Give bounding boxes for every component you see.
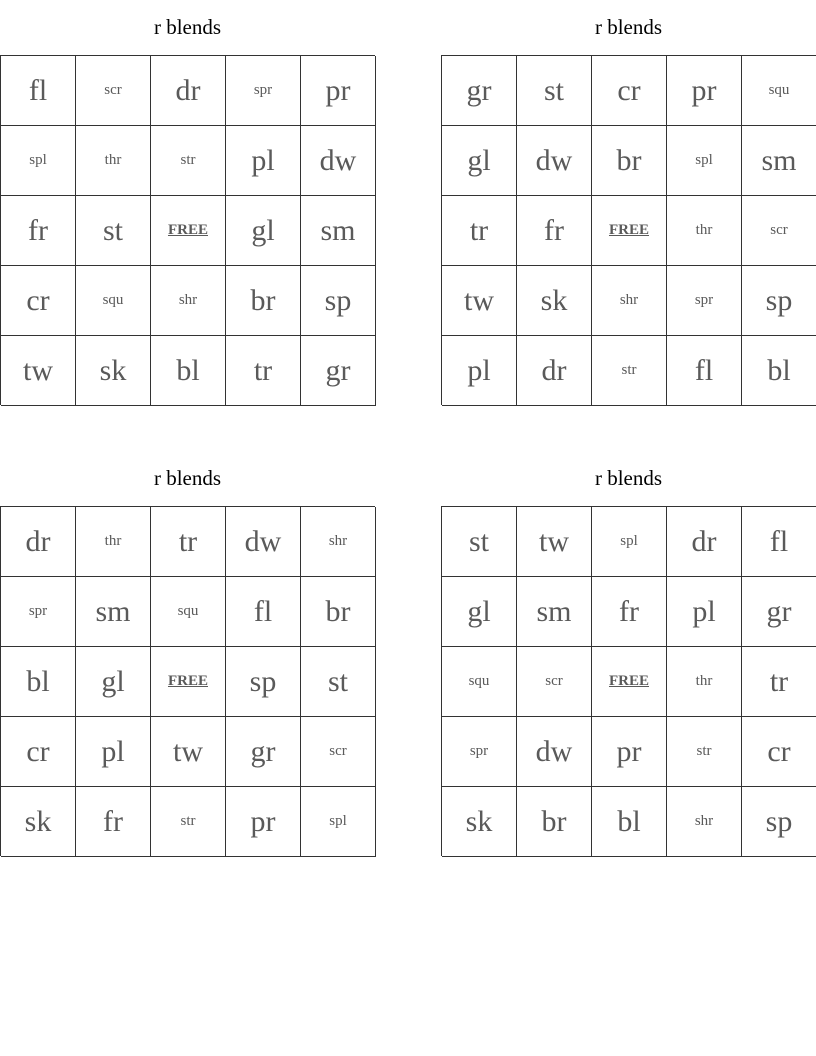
bingo-cell: fl (1, 56, 76, 126)
bingo-cell: dr (1, 507, 76, 577)
bingo-cell: str (592, 336, 667, 406)
free-space-cell: FREE (592, 647, 667, 717)
bingo-cell: st (301, 647, 376, 717)
bingo-cell: bl (592, 787, 667, 857)
bingo-card-4 (441, 451, 816, 856)
bingo-cell: thr (667, 196, 742, 266)
bingo-cell: sk (517, 266, 592, 336)
bingo-cell: sm (301, 196, 376, 266)
bingo-cell: spl (592, 507, 667, 577)
bingo-cell: fr (76, 787, 151, 857)
bingo-cell: shr (592, 266, 667, 336)
bingo-cell: dr (667, 507, 742, 577)
bingo-cell: cr (742, 717, 816, 787)
bingo-cell: scr (742, 196, 816, 266)
bingo-cell: tr (742, 647, 816, 717)
bingo-cell: st (517, 56, 592, 126)
bingo-cell: tr (226, 336, 301, 406)
bingo-cell: dw (517, 126, 592, 196)
bingo-cell: bl (1, 647, 76, 717)
bingo-cell: tr (151, 507, 226, 577)
bingo-cell: pl (226, 126, 301, 196)
bingo-cell: sp (226, 647, 301, 717)
bingo-cell: spr (226, 56, 301, 126)
bingo-card-2 (441, 0, 816, 405)
bingo-cell: spr (667, 266, 742, 336)
bingo-cell: cr (1, 266, 76, 336)
bingo-cell: pl (76, 717, 151, 787)
bingo-cell: thr (76, 507, 151, 577)
bingo-grid (441, 55, 816, 405)
bingo-cell: br (517, 787, 592, 857)
card-title: r blends (594, 15, 663, 39)
bingo-cell: gl (226, 196, 301, 266)
bingo-card-3 (0, 451, 375, 856)
bingo-cell: gr (442, 56, 517, 126)
bingo-cell: tr (442, 196, 517, 266)
bingo-cell: gl (442, 126, 517, 196)
bingo-cell: pr (226, 787, 301, 857)
bingo-cell: fr (592, 577, 667, 647)
bingo-cell: bl (151, 336, 226, 406)
bingo-cell: scr (301, 717, 376, 787)
bingo-cell: spl (301, 787, 376, 857)
bingo-cell: pr (667, 56, 742, 126)
bingo-cell: sp (742, 787, 816, 857)
bingo-cell: tw (442, 266, 517, 336)
bingo-cell: squ (442, 647, 517, 717)
bingo-cell: sm (76, 577, 151, 647)
free-space-cell: FREE (592, 196, 667, 266)
card-title: r blends (153, 466, 222, 490)
bingo-cell: sk (442, 787, 517, 857)
bingo-cell: pl (667, 577, 742, 647)
bingo-cell: sk (76, 336, 151, 406)
bingo-cell: spr (1, 577, 76, 647)
bingo-cell: sp (742, 266, 816, 336)
bingo-cell: str (667, 717, 742, 787)
bingo-cell: st (442, 507, 517, 577)
bingo-cell: dw (517, 717, 592, 787)
bingo-cell: squ (742, 56, 816, 126)
bingo-cell: shr (151, 266, 226, 336)
free-space-cell: FREE (151, 196, 226, 266)
bingo-cell: spl (667, 126, 742, 196)
bingo-cell: sm (742, 126, 816, 196)
bingo-cell: gr (301, 336, 376, 406)
bingo-cell: shr (301, 507, 376, 577)
bingo-grid (0, 55, 375, 405)
bingo-cell: fl (226, 577, 301, 647)
bingo-cell: thr (76, 126, 151, 196)
bingo-grid (441, 506, 816, 856)
bingo-cell: br (301, 577, 376, 647)
bingo-cell: shr (667, 787, 742, 857)
bingo-cell: dr (151, 56, 226, 126)
free-space-cell: FREE (151, 647, 226, 717)
bingo-cell: sk (1, 787, 76, 857)
bingo-cell: scr (76, 56, 151, 126)
bingo-cell: br (592, 126, 667, 196)
bingo-cell: squ (151, 577, 226, 647)
bingo-cell: bl (742, 336, 816, 406)
bingo-cell: cr (1, 717, 76, 787)
bingo-cell: br (226, 266, 301, 336)
bingo-card-1 (0, 0, 375, 405)
bingo-cell: squ (76, 266, 151, 336)
bingo-cell: pl (442, 336, 517, 406)
bingo-cell: tw (517, 507, 592, 577)
bingo-grid (0, 506, 375, 856)
bingo-cell: fl (742, 507, 816, 577)
bingo-cell: tw (151, 717, 226, 787)
bingo-cell: gl (76, 647, 151, 717)
bingo-cell: tw (1, 336, 76, 406)
bingo-cell: spl (1, 126, 76, 196)
bingo-cell: str (151, 787, 226, 857)
bingo-cell: fr (1, 196, 76, 266)
bingo-cell: scr (517, 647, 592, 717)
bingo-cell: dw (226, 507, 301, 577)
card-title: r blends (153, 15, 222, 39)
card-title: r blends (594, 466, 663, 490)
bingo-cell: pr (301, 56, 376, 126)
bingo-cell: pr (592, 717, 667, 787)
bingo-cell: fr (517, 196, 592, 266)
bingo-cell: cr (592, 56, 667, 126)
bingo-cell: gl (442, 577, 517, 647)
bingo-cell: thr (667, 647, 742, 717)
bingo-cell: dw (301, 126, 376, 196)
bingo-cell: dr (517, 336, 592, 406)
bingo-cell: gr (742, 577, 816, 647)
bingo-cell: sp (301, 266, 376, 336)
bingo-cell: spr (442, 717, 517, 787)
bingo-cell: gr (226, 717, 301, 787)
bingo-cell: str (151, 126, 226, 196)
bingo-cell: fl (667, 336, 742, 406)
bingo-cell: sm (517, 577, 592, 647)
bingo-cell: st (76, 196, 151, 266)
